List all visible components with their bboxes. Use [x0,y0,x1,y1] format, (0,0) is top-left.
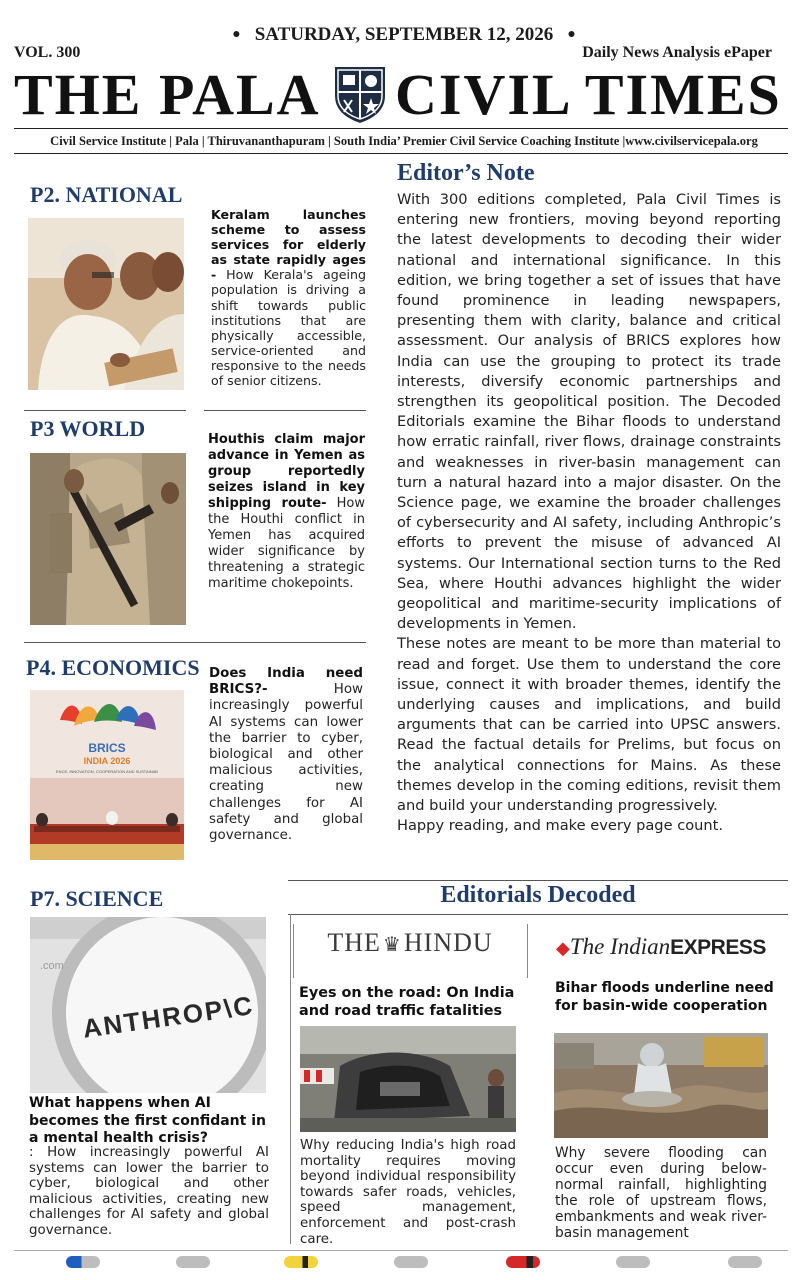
express-headline: Bihar floods underline need for basin-wide cooperation [555,980,774,1014]
world-headline: Houthis claim major advance in Yemen as group reportedly seizes island in key shipping route- [208,432,365,511]
national-headline: Keralam launches scheme to assess services for elderly as state rapidly ages - [211,207,366,283]
editorials-title: Editorials Decoded [440,882,636,908]
editor-note-title: Editor’s Note [397,160,535,186]
hindu-photo [300,1026,516,1132]
world-photo [30,453,186,625]
editor-note-paragraph: Happy reading, and make every page count. [397,817,724,835]
national-story [211,207,366,388]
page-indicator-2[interactable] [176,1256,210,1268]
editor-note-paragraph: With 300 editions completed, Pala Civil Times is entering new frontiers, moving beyond reporting the latest developments to decoding their wider national and international significance. In this edition, we bring together a set of issues that have found prominence in leading newspapers, presenting them with clarity, balance and critical assessment. Our analysis of BRICS explores how India can use the grouping to protect its trade interests, diversify economic partnerships and strengthen its geopolitical position. The Decoded Editorials examine the Bihar floods to understand how erratic rainfall, river flows, drainage constraints and weaknesses in river-basin management can turn a natural hazard into a major disaster. On the Science page, we examine the broader challenges of cybersecurity and AI safety, including Anthropic’s efforts to prevent the misuse of advanced AI systems. Our International section turns to the Red Sea, where Houthi advances highlight the wider geopolitical and maritime-security implications of developments in Yemen. [397,191,781,633]
divider [288,880,788,881]
hindu-summary: Why reducing India's high road mortality requires moving beyond individual responsibility towards safer roads, vehicles, speed management, enforcement and post-crash care. [300,1138,516,1247]
bullet-icon: ● [232,27,241,42]
column-divider [527,924,528,978]
page-indicator-5[interactable] [506,1256,540,1268]
economics-photo [30,690,184,860]
economics-summary: How increasingly powerful AI systems can lower the barrier to cyber, biological and other malicious activities, creating new challenges for AI safety and global governance. [209,682,363,844]
divider [204,410,366,411]
page-indicator-4[interactable] [394,1256,428,1268]
express-summary: Why severe flooding can occur even during below-normal rainfall, highlighting the role of upstream flows, embankments and weak river-basin management [555,1145,767,1241]
issue-date: ● SATURDAY, SEPTEMBER 12, 2026 ● [232,24,576,45]
edition-label: Daily News Analysis ePaper [582,44,772,61]
crest-emblem-icon [330,62,390,126]
section-economics-label: P4. ECONOMICS [26,655,200,680]
hindu-emblem-icon: ♛ [382,934,402,956]
divider [14,128,788,129]
science-summary: : How increasingly powerful AI systems can lower the barrier to cyber, biological and other malicious activities, creating new challenges for AI safety and global governance. [29,1145,269,1238]
section-world-label: P3 WORLD [30,416,146,441]
page-indicator-3[interactable] [284,1256,318,1268]
brics-image-title: BRICS [88,741,126,755]
divider [24,410,186,411]
brics-image-year: INDIA 2026 [83,756,131,766]
science-photo [30,917,266,1093]
indian-express-logo: ◆The IndianEXPRESS [556,934,766,959]
science-image-logo: ANTHROP\C [80,989,256,1044]
divider [14,1250,788,1251]
tagline: Civil Service Institute | Pala | Thiruvananthapuram | South India’ Premier Civil Service Coaching Institute |www.civilservicepala.org [50,134,758,148]
divider [24,642,366,643]
section-national-label: P2. NATIONAL [30,182,183,207]
masthead-right: CIVIL TIMES [395,62,782,127]
column-divider [290,914,291,1244]
column-divider [293,924,294,978]
hindu-logo: THE ♛HINDU [327,928,493,957]
express-photo [554,1033,768,1138]
world-summary: How the Houthi conflict in Yemen has acquired wider significance by threatening a strategic maritime chokepoints. [208,496,365,591]
science-image-subtext: .com [40,960,64,972]
divider [14,153,788,154]
page-indicator-1[interactable] [66,1256,100,1268]
volume-label: VOL. 300 [14,44,81,61]
divider [288,914,788,915]
national-photo [28,218,184,390]
science-headline: What happens when AI becomes the first confidant in a mental health crisis? [29,1095,266,1146]
editor-note-paragraph: These notes are meant to be more than material to read and forget. Use them to understand the core issue, connect it with broader themes, identify the underlying causes and implications, and build arguments that can be carried into UPSC answers. Read the factual details for Prelims, but focus on the analytical connections for Mains. As these themes develop in the coming editions, revisit them and build your understanding progressively. [397,635,781,815]
express-flame-icon: ◆ [556,938,570,958]
page-indicator-7[interactable] [728,1256,762,1268]
masthead-left: THE PALA [14,62,321,127]
economics-headline: Does India need BRICS?- [209,666,363,698]
world-story [208,432,365,592]
page-indicator-6[interactable] [616,1256,650,1268]
economics-story [209,666,363,844]
hindu-headline: Eyes on the road: On India and road traffic fatalities [299,985,515,1019]
brics-image-theme: ENCE, INNOVATION, COOPERATION AND SUSTAINAB [56,769,158,774]
editor-note-body [397,190,781,837]
national-summary: How Kerala's ageing population is driving a shift towards public institutions that are physically accessible, service-oriented and responsive to the needs of senior citizens. [211,267,366,389]
section-science-label: P7. SCIENCE [30,886,164,911]
bullet-icon: ● [567,27,576,42]
